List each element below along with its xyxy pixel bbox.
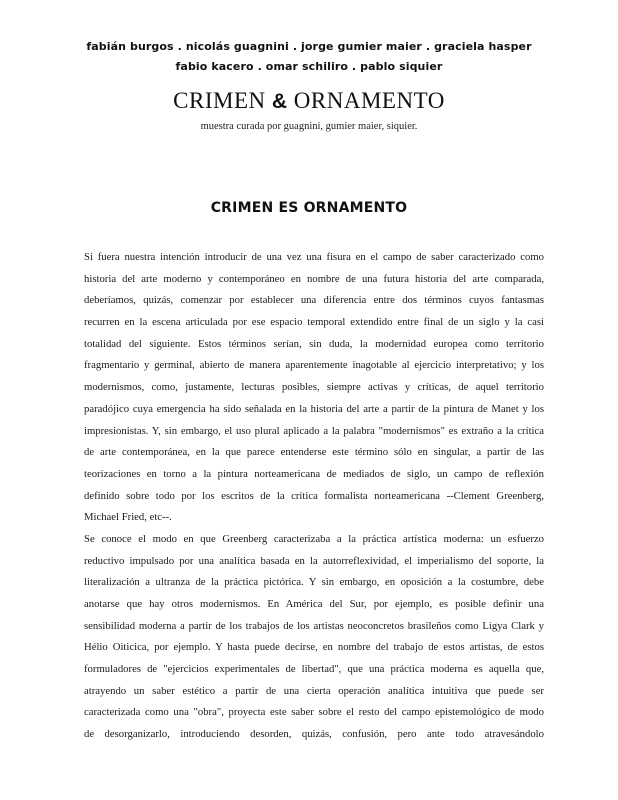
body-line: de desorganizarlo, introduciendo desorden, quizás, confusión, pero ante todo atravesándolo [84, 728, 544, 741]
body-line: Se conoce el modo en que Greenberg caracterizaba a la práctica artística moderna: un esfuerzo [84, 532, 544, 545]
body-line: de arte contemporánea, en la que parece entenderse este término sólo en singular, a partir de las [84, 446, 544, 459]
body-line: sensibilidad moderna a partir de los trabajos de los artistas neoconcretos brasileños como Ligya Clark y [84, 619, 544, 632]
body-line: Hélio Oiticica, por ejemplo. Y hasta puede decirse, en nombre del trabajo de estos artistas, de estos [84, 641, 544, 654]
body-line: Si fuera nuestra intención introducir de una vez una fisura en el campo de saber caracterizado como [84, 251, 544, 263]
exhibition-title-part-1: CRIMEN [173, 88, 272, 113]
body-line: impresionistas. Y, sin embargo, el uso plural aplicado a la palabra "modernismos" es extraño a la crítica [84, 424, 544, 437]
body-line: deberíamos, quizás, comenzar por establecer una diferencia entre dos términos cuyos fantasmas [84, 294, 544, 307]
exhibition-title-part-2: ORNAMENTO [287, 88, 445, 113]
exhibition-title [0, 88, 618, 114]
body-line: reductivo impulsado por una analítica basada en la autorreflexividad, el imperialismo del soporte, la [84, 554, 544, 567]
body-line: recurren en la escena articulada por ese espacio temporal extendido entre final de un siglo y la casi [84, 316, 544, 329]
exhibition-title-ampersand: & [271, 90, 288, 113]
body-text [84, 247, 544, 746]
body-line: caracterizada como una "obra", proyecta este saber sobre el resto del campo epistemológico de modo [84, 706, 544, 719]
body-line: totalidad del siguiente. Estos términos serían, sin duda, la modernidad europea como territorio [84, 337, 544, 350]
body-line: modernismos, como, justamente, lecturas posibles, siempre activas y críticas, de aquel territorio [84, 381, 544, 394]
body-line: definido sobre todo por los escritos de la crítica formalista norteamericana --Clement Greenberg, [84, 489, 544, 502]
body-line: atrayendo un saber estético a partir de una cierta operación analítica intuitiva que puede ser [84, 684, 544, 697]
artists-line-1: fabián burgos . nicolás guagnini . jorge gumier maier . graciela hasper [86, 40, 532, 53]
body-line: historia del arte moderno y contemporáneo en nombre de una futura historia del arte comparada, [84, 272, 544, 285]
section-heading: CRIMEN ES ORNAMENTO [210, 200, 408, 216]
body-line: fragmentario y germinal, abierto de manera aparentemente inagotable al ejercicio interpretativo; y los [84, 359, 544, 372]
curators-subtitle: muestra curada por guagnini, gumier maier, siquier. [200, 121, 418, 132]
body-line: Michael Fried, etc--. [84, 511, 172, 524]
body-line: formuladores de "ejercicios experimentales de libertad", que una práctica moderna es aquella que, [84, 663, 544, 676]
body-line: literalización a ultranza de la práctica pictórica. Y sin embargo, en oposición a la costumbre, debe [84, 576, 544, 589]
body-line: anotarse que hay otros modernismos. En América del Sur, por ejemplo, es posible definir una [84, 598, 544, 610]
artists-line-2: fabio kacero . omar schiliro . pablo siquier [175, 60, 443, 73]
body-line: paradójico cuya emergencia ha sido señalada en la historia del arte a partir de la pintura de Manet y los [84, 402, 544, 415]
body-line: teorizaciones en torno a la pintura norteamericana de mediados de siglo, un campo de reflexión [84, 467, 544, 480]
